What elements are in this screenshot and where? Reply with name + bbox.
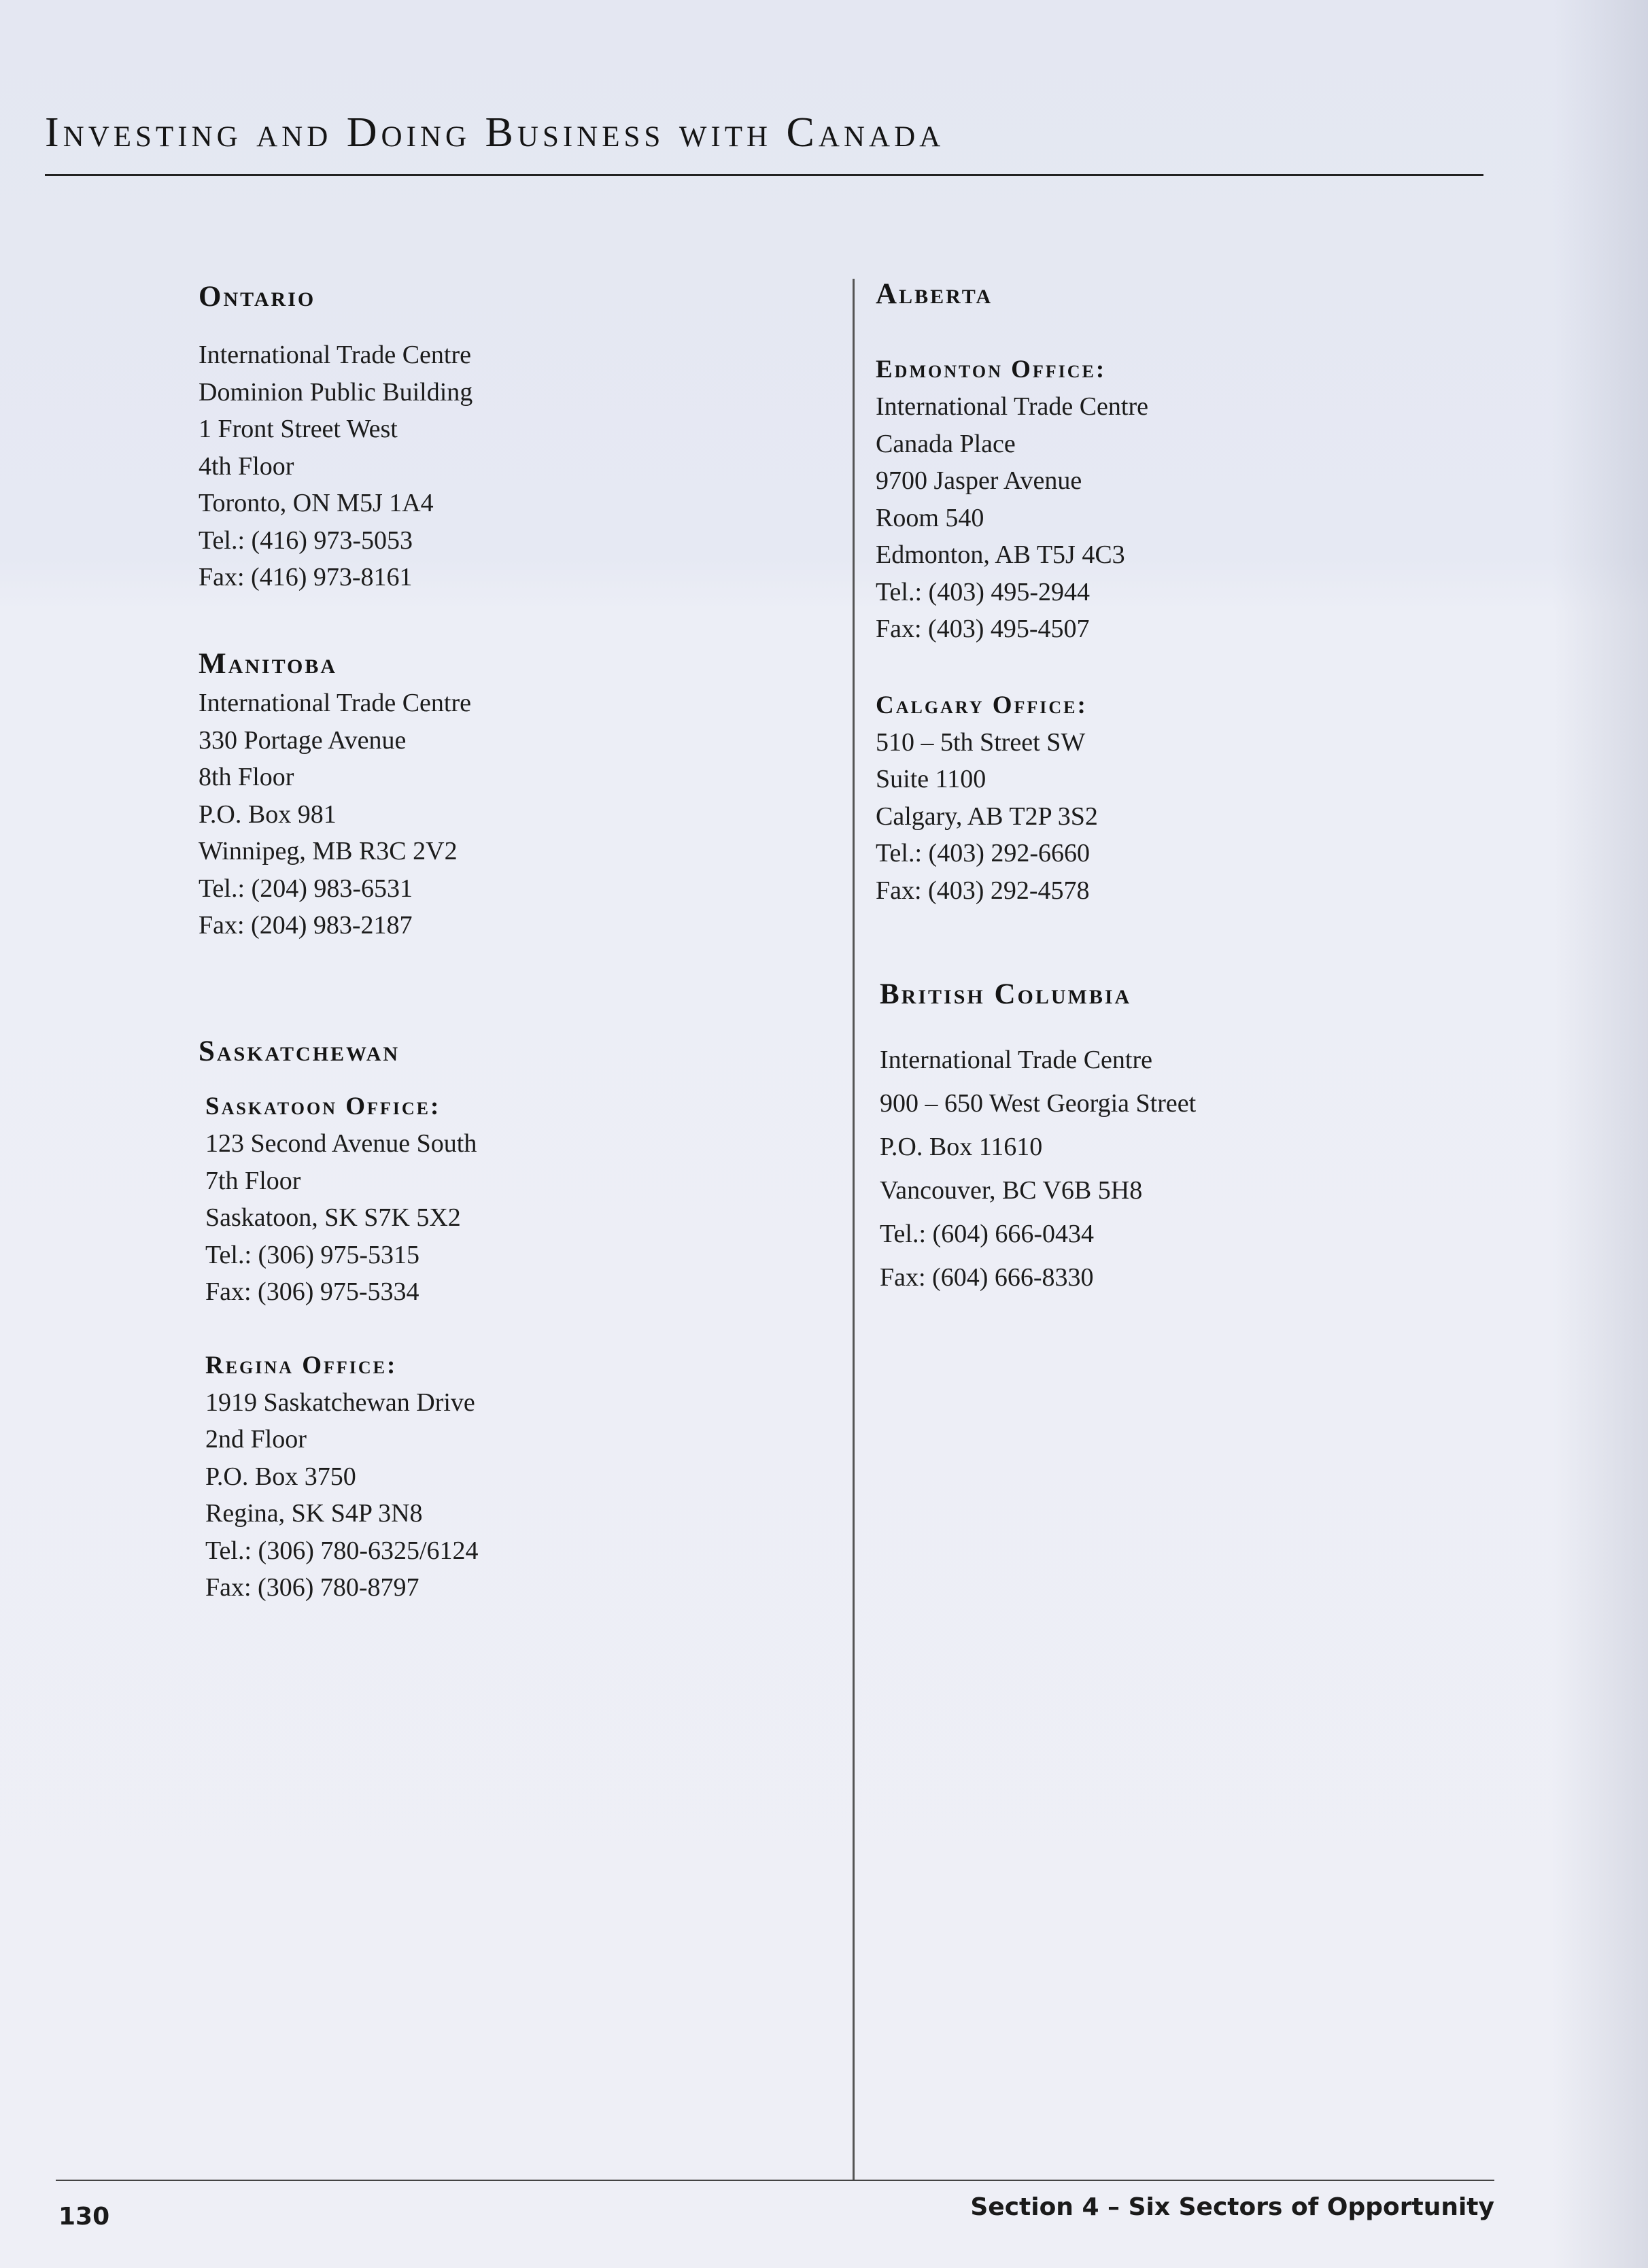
address-line: International Trade Centre bbox=[876, 392, 1149, 421]
column-divider bbox=[853, 279, 855, 2180]
address-line: 330 Portage Avenue bbox=[199, 725, 407, 755]
address-line: Edmonton, AB T5J 4C3 bbox=[876, 540, 1125, 569]
fax-line: Fax: (604) 666-8330 bbox=[880, 1263, 1094, 1292]
address-line: Vancouver, BC V6B 5H8 bbox=[880, 1176, 1143, 1205]
office-heading-saskatoon: Saskatoon Office: bbox=[205, 1093, 441, 1120]
fax-line: Fax: (204) 983-2187 bbox=[199, 911, 413, 940]
address-line: 8th Floor bbox=[199, 763, 294, 791]
address-line: Calgary, AB T2P 3S2 bbox=[876, 802, 1098, 831]
region-heading-british-columbia: British Columbia bbox=[880, 978, 1132, 1010]
address-line: Dominion Public Building bbox=[199, 377, 473, 407]
address-line: 1919 Saskatchewan Drive bbox=[205, 1388, 475, 1417]
page-number: 130 bbox=[58, 2203, 110, 2231]
binding-shadow bbox=[1553, 0, 1648, 2268]
ontario-section bbox=[199, 280, 473, 596]
address-line: 2nd Floor bbox=[205, 1425, 307, 1454]
phone-line: Tel.: (306) 780-6325/6124 bbox=[205, 1536, 479, 1565]
fax-line: Fax: (306) 975-5334 bbox=[205, 1277, 419, 1306]
footer-rule bbox=[56, 2180, 1494, 2181]
phone-line: Tel.: (604) 666-0434 bbox=[880, 1220, 1095, 1248]
phone-line: Tel.: (403) 292-6660 bbox=[876, 839, 1091, 867]
saskatoon-office bbox=[199, 1088, 479, 1606]
address-line: 1 Front Street West bbox=[199, 415, 398, 443]
region-heading-saskatchewan: Saskatchewan bbox=[199, 1035, 400, 1067]
address-line: International Trade Centre bbox=[199, 689, 472, 717]
address-line: Toronto, ON M5J 1A4 bbox=[199, 489, 434, 517]
phone-line: Tel.: (403) 495-2944 bbox=[876, 577, 1091, 606]
fax-line: Fax: (403) 495-4507 bbox=[876, 615, 1090, 643]
region-heading-manitoba: Manitoba bbox=[199, 648, 338, 680]
phone-line: Tel.: (204) 983-6531 bbox=[199, 874, 413, 903]
fax-line: Fax: (416) 973-8161 bbox=[199, 563, 413, 591]
phone-line: Tel.: (416) 973-5053 bbox=[199, 526, 413, 555]
region-heading-ontario: Ontario bbox=[199, 281, 316, 313]
address-line: P.O. Box 3750 bbox=[205, 1462, 356, 1491]
address-line: 9700 Jasper Avenue bbox=[876, 466, 1082, 495]
address-line: 123 Second Avenue South bbox=[205, 1129, 477, 1158]
address-line: International Trade Centre bbox=[199, 341, 472, 369]
address-line: P.O. Box 981 bbox=[199, 800, 337, 829]
saskatchewan-section bbox=[199, 1035, 479, 1606]
header-rule bbox=[45, 174, 1483, 176]
address-line: 7th Floor bbox=[205, 1166, 301, 1195]
office-heading-regina: Regina Office: bbox=[205, 1351, 398, 1379]
address-line: Room 540 bbox=[876, 503, 984, 532]
address-line: Canada Place bbox=[876, 429, 1016, 458]
manitoba-section bbox=[199, 647, 471, 944]
address-line: 900 – 650 West Georgia Street bbox=[880, 1089, 1197, 1118]
british-columbia-section bbox=[880, 978, 1196, 1299]
address-line: International Trade Centre bbox=[880, 1046, 1153, 1074]
section-label: Section 4 – Six Sectors of Opportunity bbox=[970, 2193, 1494, 2221]
office-heading-calgary: Calgary Office: bbox=[876, 691, 1088, 719]
alberta-section bbox=[876, 277, 1148, 909]
fax-line: Fax: (306) 780-8797 bbox=[205, 1573, 419, 1602]
address-line: P.O. Box 11610 bbox=[880, 1133, 1043, 1161]
office-heading-edmonton: Edmonton Office: bbox=[876, 356, 1107, 383]
fax-line: Fax: (403) 292-4578 bbox=[876, 876, 1090, 905]
page-title: Investing and Doing Business with Canada bbox=[45, 109, 945, 156]
address-line: Regina, SK S4P 3N8 bbox=[205, 1499, 423, 1528]
address-line: Saskatoon, SK S7K 5X2 bbox=[205, 1203, 461, 1232]
address-line: 510 – 5th Street SW bbox=[876, 727, 1086, 757]
region-heading-alberta: Alberta bbox=[876, 278, 993, 310]
address-line: 4th Floor bbox=[199, 451, 294, 481]
address-line: Suite 1100 bbox=[876, 765, 986, 793]
address-line: Winnipeg, MB R3C 2V2 bbox=[199, 837, 458, 865]
phone-line: Tel.: (306) 975-5315 bbox=[205, 1240, 420, 1269]
